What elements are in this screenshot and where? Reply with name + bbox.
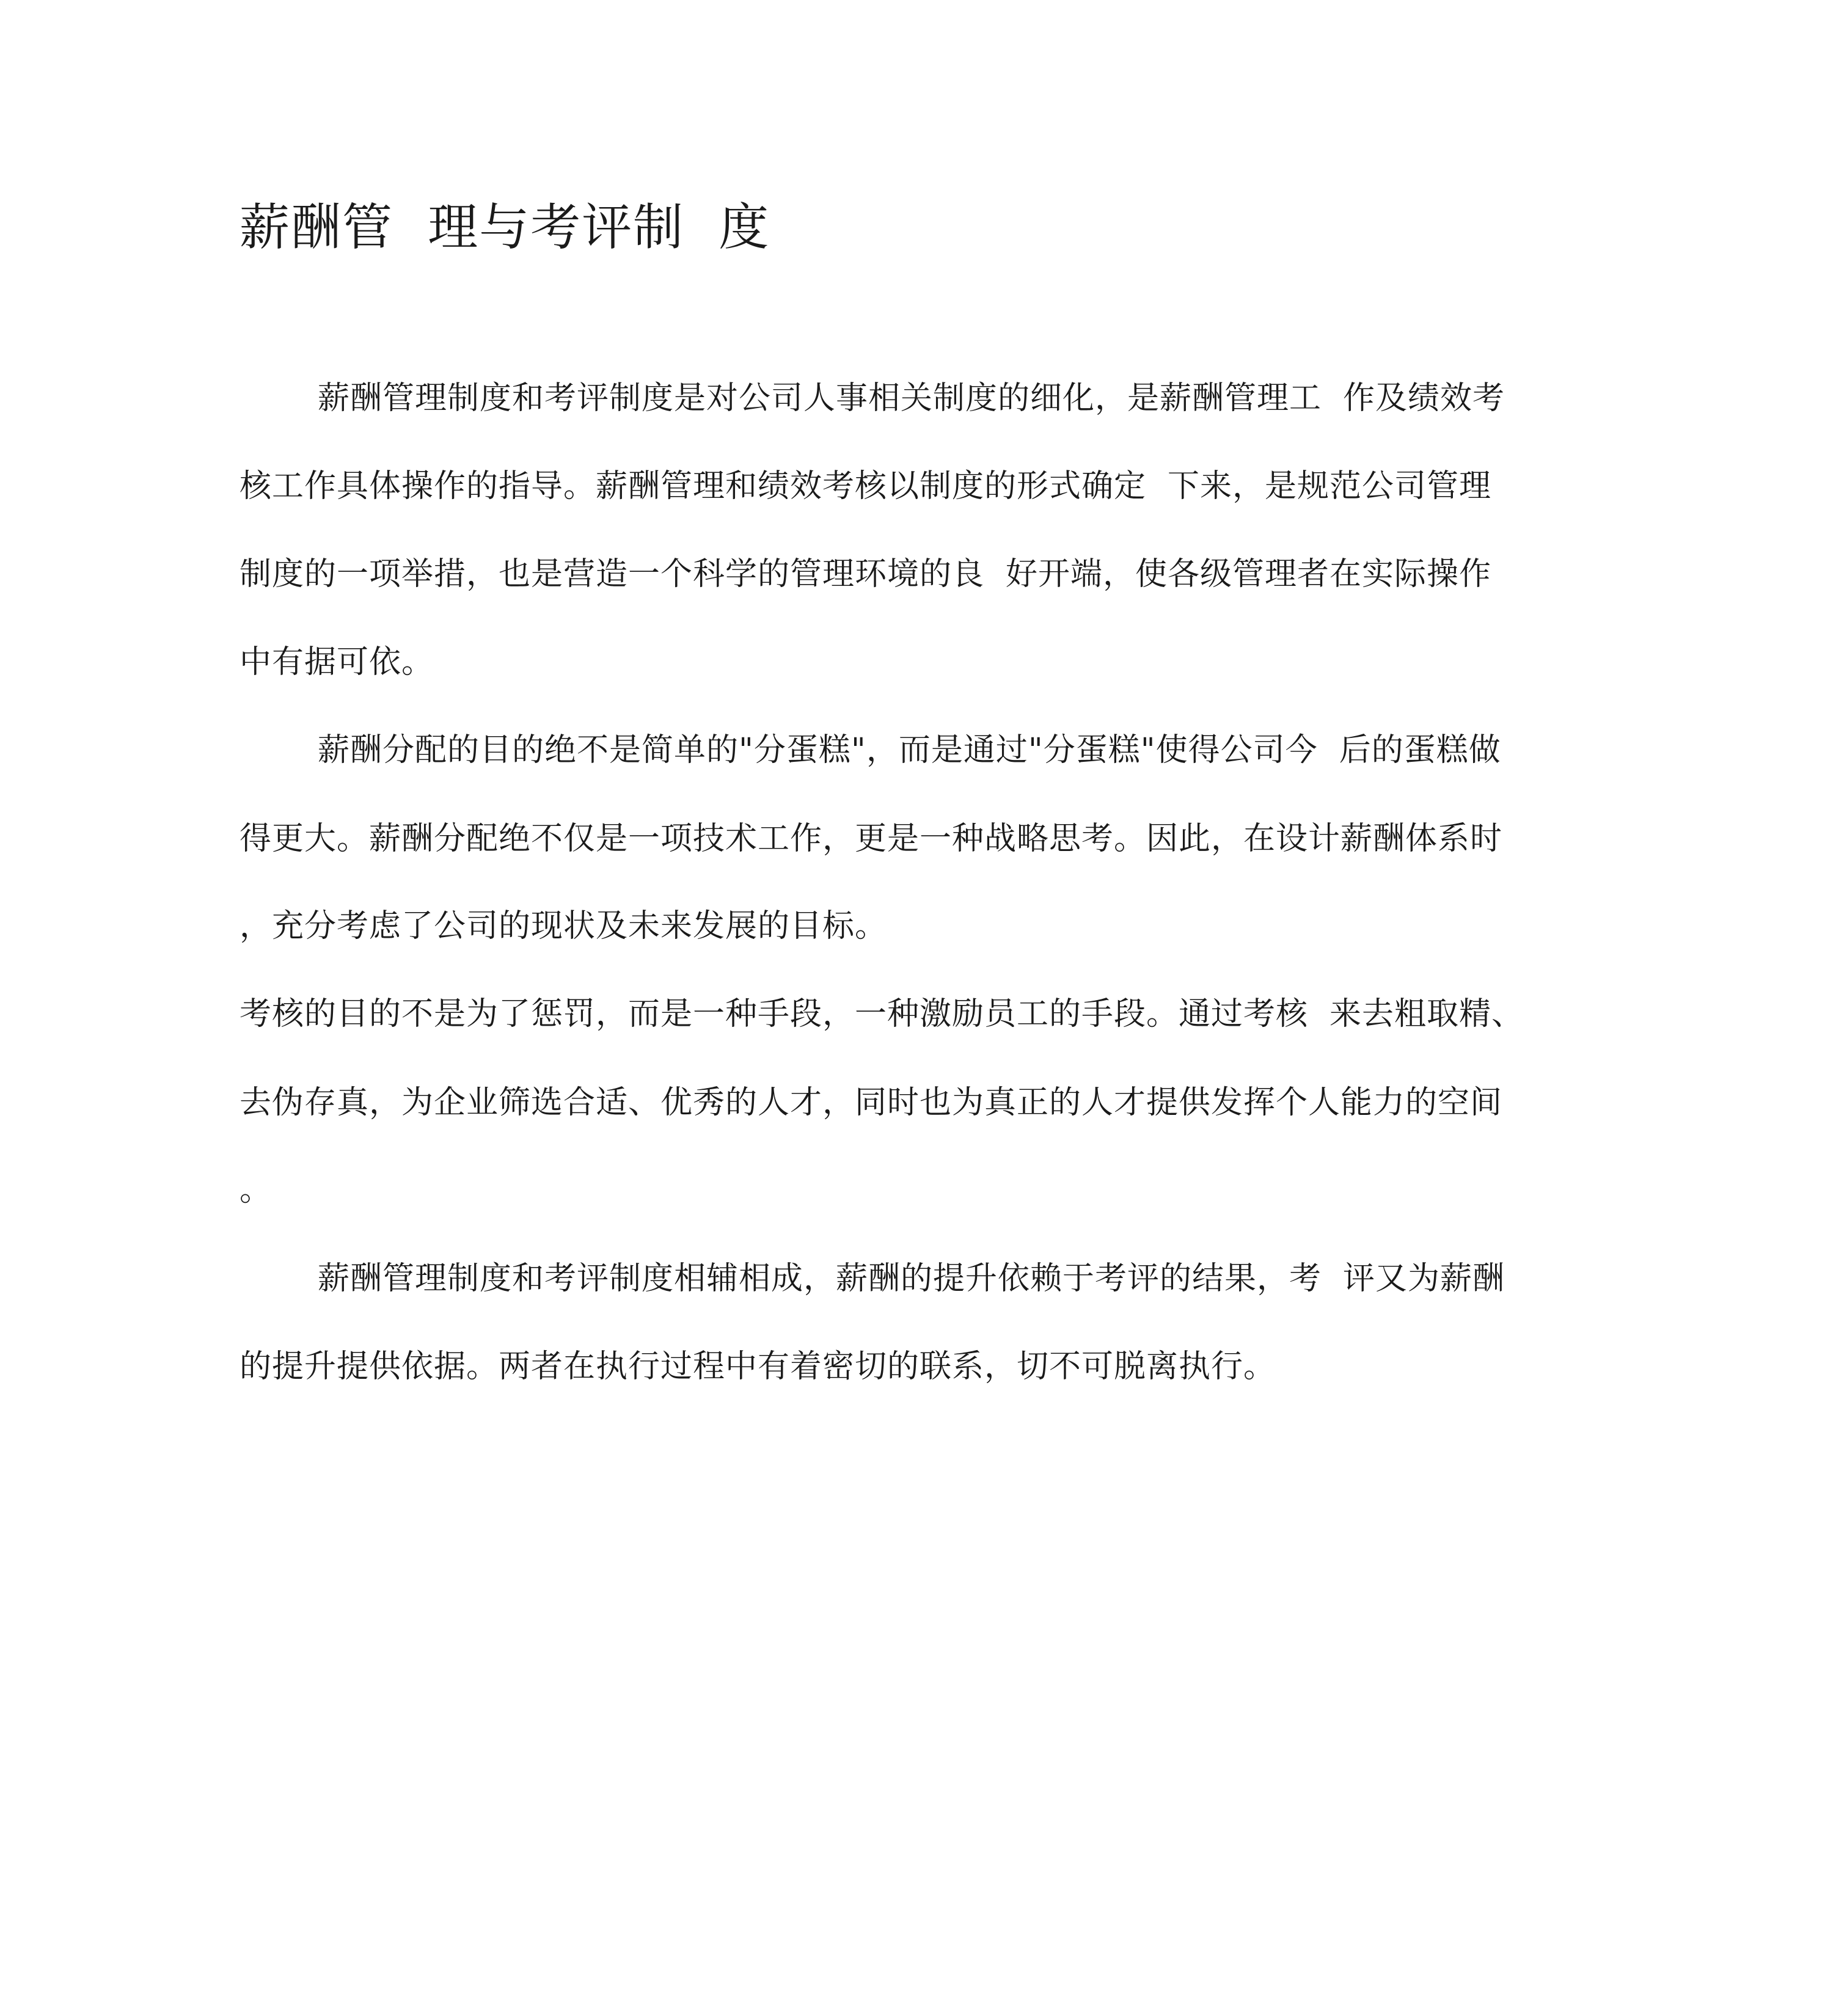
- paragraph-3-line-2: 去伪存真，为企业筛选合适、优秀的人才，同时也为真正的人才提供发挥个人能力的空间: [240, 1084, 1503, 1121]
- paragraph-1-line-4: 中有据可依。: [240, 644, 434, 681]
- document-title: 薪酬管 理与考评制 度: [240, 199, 770, 257]
- paragraph-1-line-1: 薪酬管理制度和考评制度是对公司人事相关制度的细化，是薪酬管理工 作及绩效考: [318, 380, 1505, 417]
- paragraph-4-line-2: 的提升提供依据。两者在执行过程中有着密切的联系，切不可脱离执行。: [240, 1348, 1276, 1385]
- paragraph-1-line-2: 核工作具体操作的指导。薪酬管理和绩效考核以制度的形式确定 下来，是规范公司管理: [240, 468, 1492, 505]
- paragraph-1-line-3: 制度的一项举措，也是营造一个科学的管理环境的良 好开端，使各级管理者在实际操作: [240, 556, 1492, 593]
- paragraph-2-line-3: ，充分考虑了公司的现状及未来发展的目标。: [240, 908, 888, 944]
- paragraph-2-line-2: 得更大。薪酬分配绝不仅是一项技术工作，更是一种战略思考。因此，在设计薪酬体系时: [240, 820, 1503, 857]
- paragraph-4-line-1: 薪酬管理制度和考评制度相辅相成，薪酬的提升依赖于考评的结果，考 评又为薪酬: [318, 1260, 1505, 1297]
- paragraph-3-line-3: 。: [240, 1172, 272, 1208]
- paragraph-2-line-1: 薪酬分配的目的绝不是简单的"分蛋糕"，而是通过"分蛋糕"使得公司今 后的蛋糕做: [318, 732, 1501, 769]
- paragraph-3-line-1: 考核的目的不是为了惩罚，而是一种手段，一种激励员工的手段。通过考核 来去粗取精、: [240, 996, 1524, 1032]
